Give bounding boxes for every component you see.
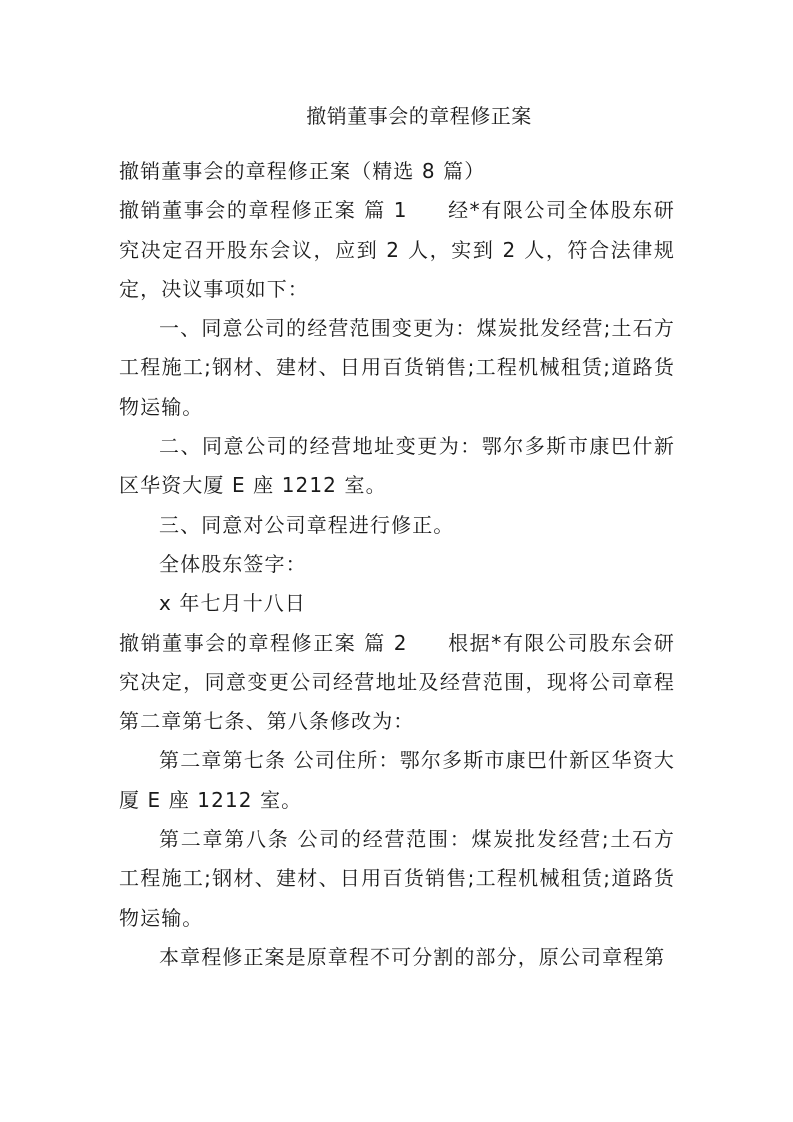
article-2-paragraph [119, 624, 675, 742]
article-1-date: x 年七月十八日 [159, 591, 306, 616]
article-1-signature-line: 全体股东签字： [159, 551, 307, 576]
article-1-item-3: 三、同意对公司章程进行修正。 [159, 512, 455, 537]
article-2-item-2: 第二章第八条 公司的经营范围：煤炭批发经营;土石方工程施工;钢材、建材、日用百货销售;工程机械租赁;道路货物运输。 [119, 827, 675, 930]
document-body [119, 152, 675, 977]
article-1-heading: 撤销董事会的章程修正案 篇 1 [119, 198, 408, 223]
article-2-item-3: 本章程修正案是原章程不可分割的部分，原公司章程第 [159, 944, 666, 969]
article-2-item-1: 第二章第七条 公司住所：鄂尔多斯市康巴什新区华资大厦 E 座 1212 室。 [119, 748, 675, 812]
article-2-heading: 撤销董事会的章程修正案 篇 2 [119, 630, 408, 655]
document-title: 撤销董事会的章程修正案 [306, 104, 532, 128]
article-1-item-1: 一、同意公司的经营范围变更为：煤炭批发经营;土石方工程施工;钢材、建材、日用百货销售;工程机械租赁;道路货物运输。 [119, 316, 675, 419]
article-2-intro: 根据*有限公司股东会研究决定，同意变更公司经营地址及经营范围，现将公司章程第二章第七条、第八条修改为： [119, 630, 675, 734]
article-1-item-2: 二、同意公司的经营地址变更为：鄂尔多斯市康巴什新区华资大厦 E 座 1212 室。 [119, 434, 675, 498]
article-1-intro: 经*有限公司全体股东研究决定召开股东会议，应到 2 人，实到 2 人，符合法律规定，决议事项如下： [119, 198, 675, 301]
article-1-paragraph [119, 191, 675, 309]
document-subtitle: 撤销董事会的章程修正案（精选 8 篇） [119, 159, 486, 183]
